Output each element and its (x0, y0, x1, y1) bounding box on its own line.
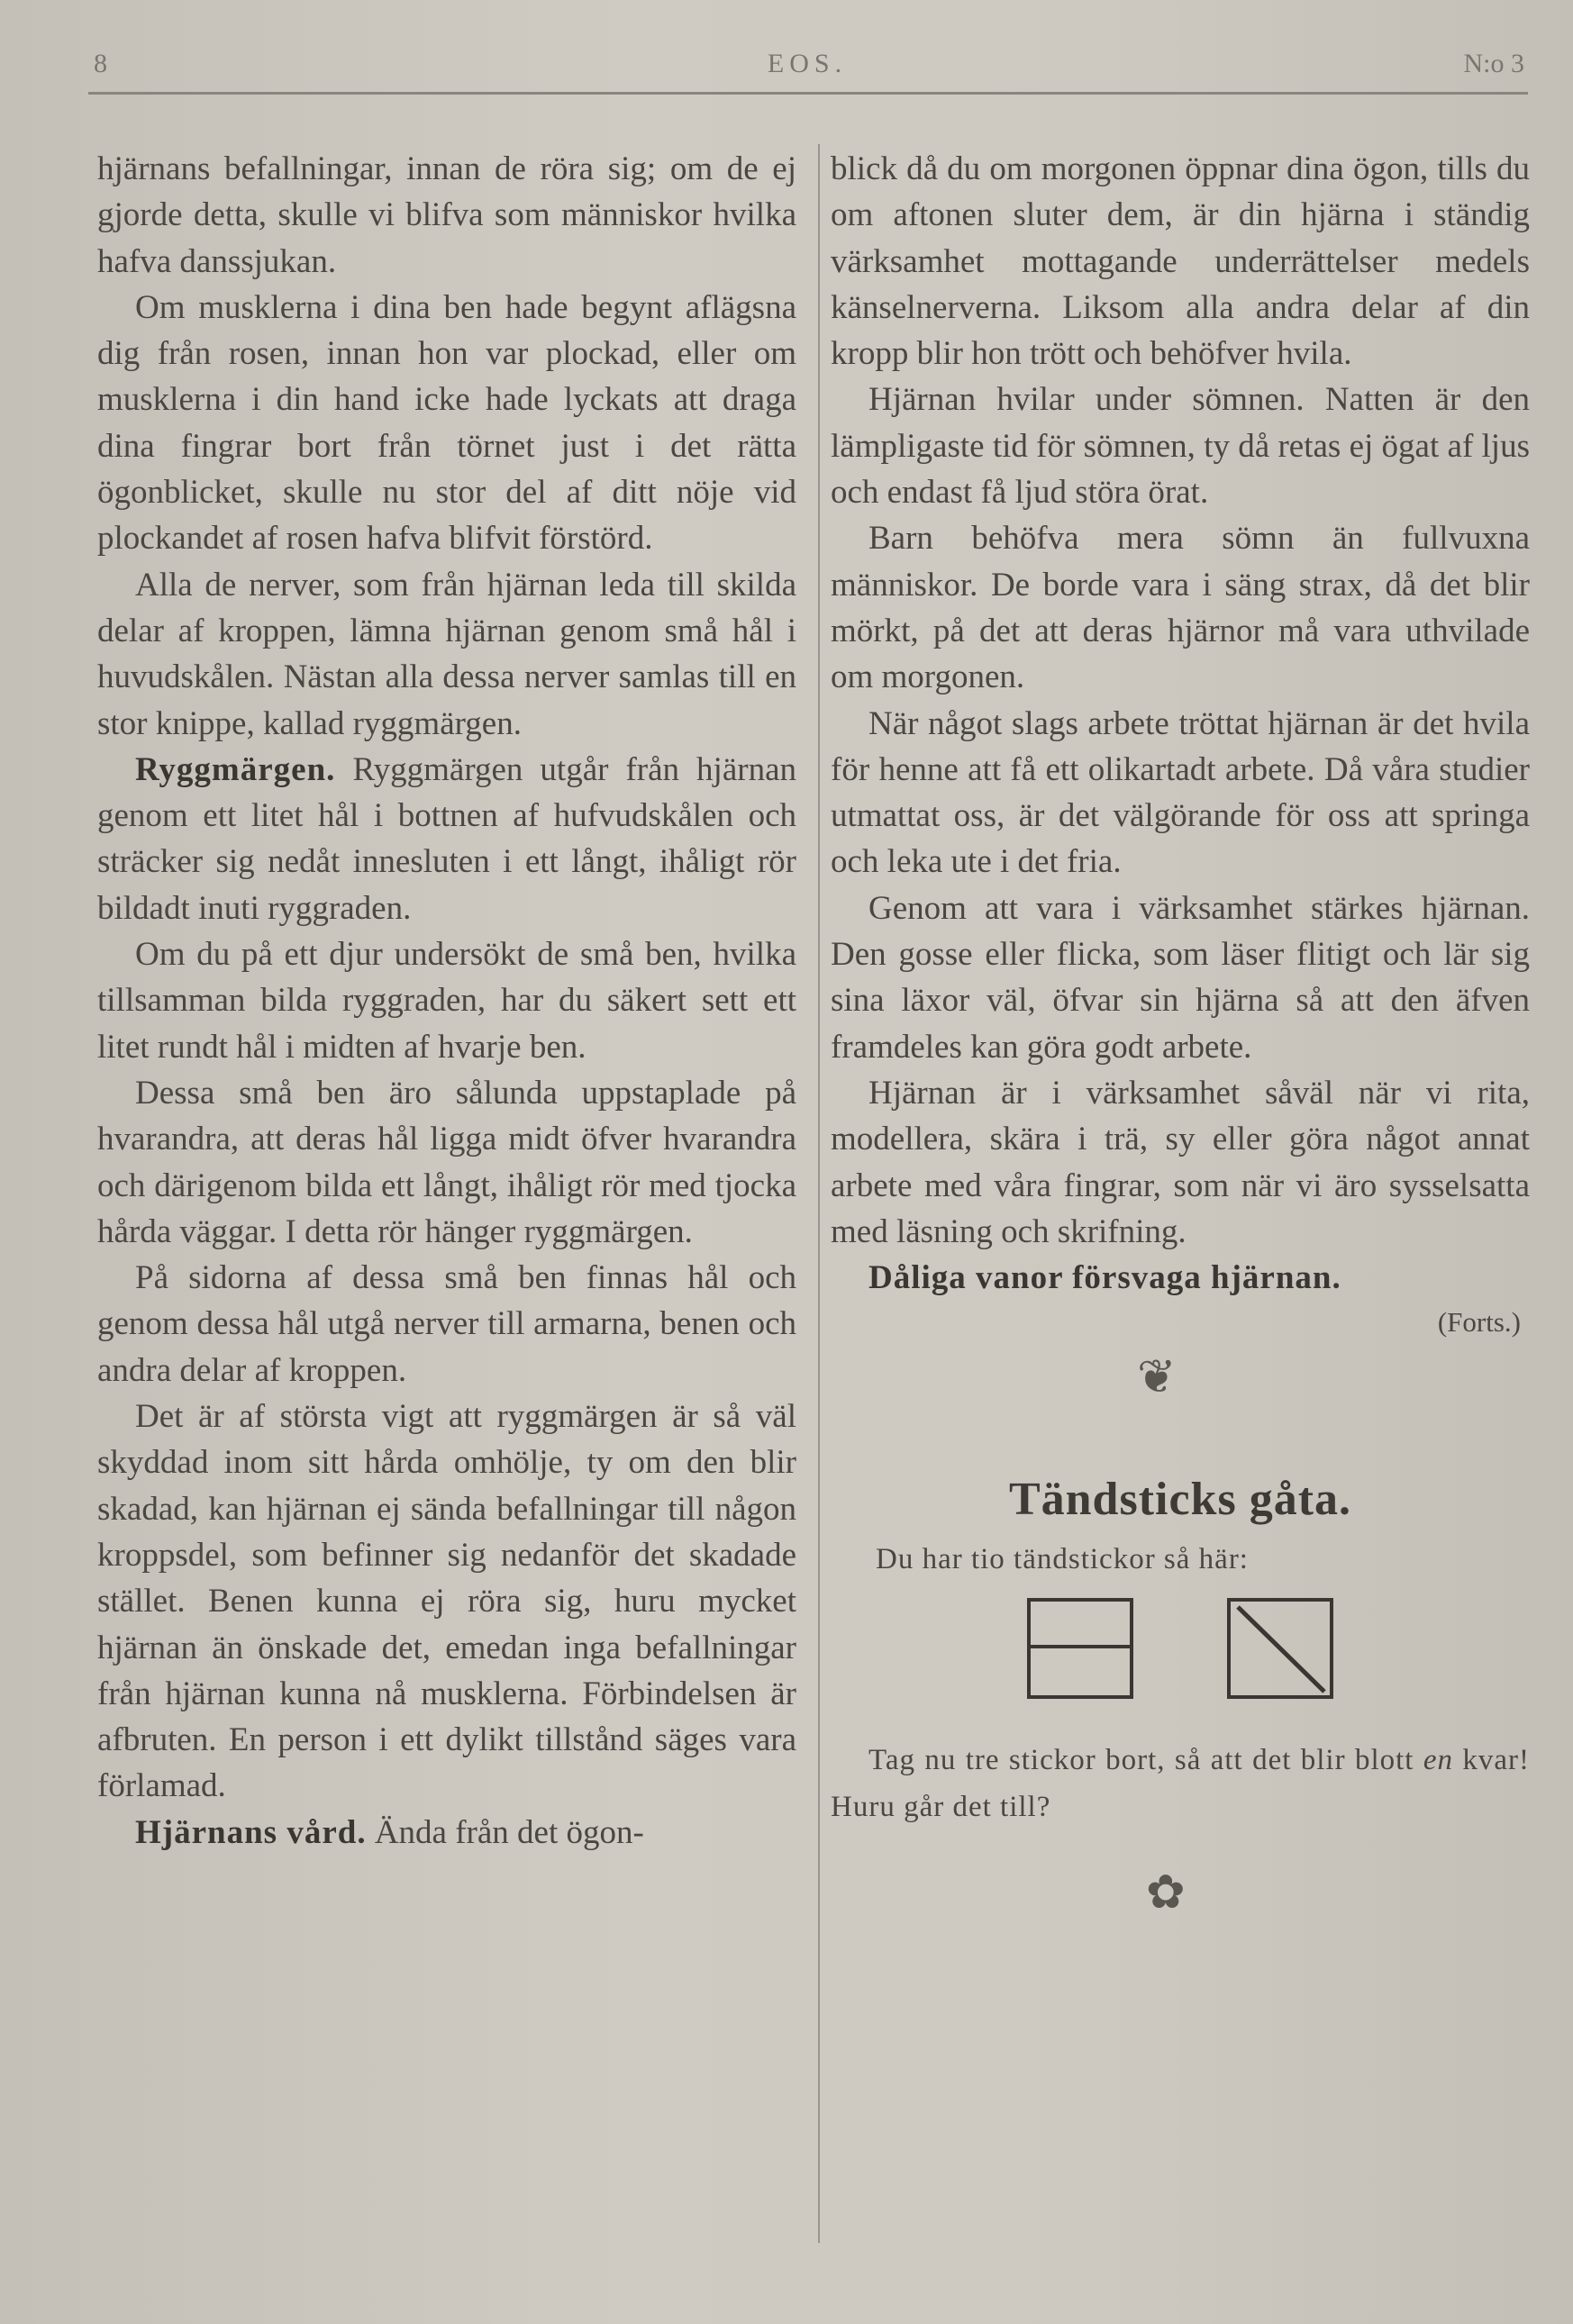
matchstick-diagonal (1231, 1602, 1330, 1695)
paragraph: Om musklerna i dina ben hade begynt aflägsna dig från rosen, innan hon var plockad, eller om musklerna i din hand icke hade lyckats att draga dina fingrar bort från törnet just i det rätta ögonblicket, skulle nu stor del af ditt nöje vid plockandet af rosen hafva blifvit förstörd. (97, 288, 796, 558)
paragraph (831, 1255, 1530, 1301)
paragraph: Alla de nerver, som från hjärnan leda till skilda delar af kroppen, lämna hjärnan genom små hål i huvudskålen. Nästan alla dessa nerver samlas till en stor knippe, kallad ryggmärgen. (97, 566, 796, 742)
paragraph: Genom att vara i värksamhet stärkes hjärnan. Den gosse eller flicka, som läser flitigt och lär sig sina läxor väl, öfvar sin hjärna så att den äfven framdeles kan göra godt arbete. (831, 889, 1530, 1066)
flower-ornament-icon: ❦ (1137, 1352, 1177, 1404)
matchstick-horizontal (1031, 1645, 1130, 1648)
puzzle-question (831, 1737, 1530, 1830)
flower-ornament-icon: ✿ (1146, 1867, 1186, 1920)
column-divider (818, 144, 820, 2243)
header-rule (88, 92, 1528, 95)
matchstick-square-diagonal (1227, 1598, 1333, 1699)
left-column (97, 146, 796, 1856)
section-heading: Hjärnans vård. (135, 1813, 367, 1851)
continued-note: (Forts.) (1437, 1306, 1521, 1339)
page-header (90, 43, 1524, 88)
right-column (831, 146, 1530, 1920)
puzzle-question-text: kvar! Huru går det till? (831, 1744, 1530, 1824)
puzzle-title: Tändsticks gåta. (1008, 1474, 1352, 1526)
paragraph (97, 747, 796, 931)
matchstick-square-divided (1027, 1598, 1133, 1699)
paragraph: Om du på ett djur undersökt de små ben, hvilka tillsamman bilda ryggraden, har du säkert sett ett litet rundt hål i midten af hvarje ben. (97, 936, 796, 1066)
section-heading: Dåliga vanor försvaga hjärnan. (868, 1259, 1341, 1297)
issue-number: N:o 3 (1463, 49, 1524, 78)
paragraph: Dessa små ben äro sålunda uppstaplade på hvarandra, att deras hål ligga midt öfver hvarandra och därigenom bilda ett långt, ihåligt rör med tjocka hårda väggar. I detta rör hänger ryggmärgen. (97, 1074, 796, 1250)
paragraph-text: Ryggmärgen utgår från hjärnan genom ett litet hål i bottnen af hufvudskålen och sträcker sig nedåt innesluten i ett långt, ihåligt rör bildadt inuti ryggraden. (97, 750, 796, 927)
paragraph: Barn behöfva mera sömn än fullvuxna människor. De borde vara i säng strax, då det blir mörkt, på det att deras hjärnor må vara uthvilade om morgonen. (831, 520, 1530, 696)
paragraph: Hjärnan hvilar under sömnen. Natten är den lämpligaste tid för sömnen, ty då retas ej ögat af ljus och endast få ljud störa örat. (831, 381, 1530, 512)
paragraph-text: Ända från det ögon- (366, 1813, 644, 1851)
puzzle-question-emphasis: en (1423, 1744, 1453, 1777)
section-heading: Ryggmärgen. (135, 750, 336, 788)
puzzle-intro: Du har tio tändstickor så här: (876, 1543, 1249, 1576)
paragraph: blick då du om morgonen öppnar dina ögon, tills du om aftonen sluter dem, är din hjärna i ständig värksamhet mottagande underrättelser medels känselnerverna. Liksom alla andra delar af din kropp blir hon trött och behöfver hvila. (831, 150, 1530, 373)
journal-title: EOS. (767, 49, 848, 78)
paragraph: Hjärnan är i värksamhet såväl när vi rita, modellera, skära i trä, sy eller göra något annat arbete med våra fingrar, som när vi äro sysselsatta med läsning och skrifning. (831, 1074, 1530, 1250)
paragraph: På sidorna af dessa små ben finnas hål och genom dessa hål utgå nerver till armarna, benen och andra delar af kroppen. (97, 1259, 796, 1389)
paragraph: hjärnans befallningar, innan de röra sig; om de ej gjorde detta, skulle vi blifva som människor hvilka hafva danssjukan. (97, 150, 796, 280)
page-number: 8 (94, 49, 107, 78)
paragraph (97, 1810, 796, 1856)
matchstick-figures (831, 1598, 1530, 1733)
puzzle-question-text: Tag nu tre stickor bort, så att det blir blott (868, 1744, 1423, 1777)
paragraph: När något slags arbete tröttat hjärnan är det hvila för henne att få ett olikartadt arbete. Då våra studier utmattat oss, är det välgörande för oss att springa och leka ute i det fria. (831, 704, 1530, 881)
paragraph: Det är af största vigt att ryggmärgen är så väl skyddad inom sitt hårda omhölje, ty om den blir skadad, kan hjärnan ej sända befallningar till någon kroppsdel, som befinner sig nedanför det skadade stället. Benen kunna ej röra sig, huru mycket hjärnan än önskade det, emedan inga befallningar från hjärnan kunna nå musklerna. Förbindelsen är afbruten. En person i ett dylikt tillstånd säges vara förlamad. (97, 1398, 796, 1805)
